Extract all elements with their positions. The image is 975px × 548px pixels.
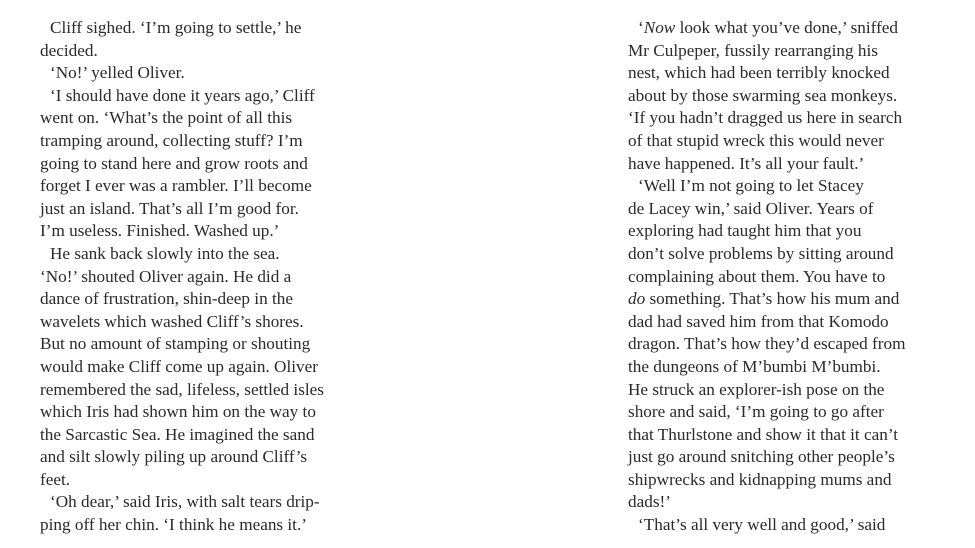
text-line [628, 130, 938, 153]
text-run: remembered the sad, lifeless, settled isles [40, 379, 324, 399]
text-run: forget I ever was a rambler. I’ll become [40, 176, 312, 196]
text-line [40, 130, 370, 153]
text-line [40, 446, 370, 469]
text-run: Cliff sighed. ‘I’m going to settle,’ he [50, 18, 302, 37]
text-run: that Thurlstone and show it that it can’t [628, 424, 899, 444]
text-run: feet. [40, 469, 71, 489]
text-line [628, 266, 938, 289]
text-run: of that stupid wreck this would never [628, 130, 884, 150]
text-run: look what you’ve done,’ sniffed [675, 18, 899, 37]
left-page-text [40, 17, 370, 537]
text-run: have happened. It’s all your fault.’ [628, 153, 865, 173]
text-line [628, 175, 938, 198]
text-line [40, 107, 370, 130]
text-line [628, 40, 938, 63]
text-line [628, 85, 938, 108]
text-line [40, 85, 370, 108]
text-line [40, 424, 370, 447]
text-run: dragon. That’s how they’d escaped from [628, 334, 906, 354]
text-run: ‘Oh dear,’ said Iris, with salt tears drip- [50, 492, 320, 512]
text-line [628, 469, 938, 492]
text-line [628, 311, 938, 334]
text-line [628, 514, 938, 537]
text-run: exploring had taught him that you [628, 221, 862, 241]
right-page-text [628, 17, 938, 537]
text-run: Mr Culpeper, fussily rearranging his [628, 40, 878, 60]
text-line [40, 401, 370, 424]
text-line [628, 333, 938, 356]
text-run: dad had saved him from that Komodo [628, 311, 889, 331]
text-run: and silt slowly piling up around Cliff’s [40, 447, 308, 467]
text-run: would make Cliff come up again. Oliver [40, 356, 318, 376]
text-line [40, 17, 370, 40]
text-run: just go around snitching other people’s [628, 447, 895, 467]
text-run: the Sarcastic Sea. He imagined the sand [40, 424, 315, 444]
text-run: the dungeons of M’bumbi M’bumbi. [628, 356, 881, 376]
text-line [40, 333, 370, 356]
text-run: de Lacey win,’ said Oliver. Years of [628, 198, 874, 218]
text-run: about by those swarming sea monkeys. [628, 85, 898, 105]
text-run: He struck an explorer-ish pose on the [628, 379, 885, 399]
text-run: ‘I should have done it years ago,’ Cliff [50, 85, 315, 105]
text-run: complaining about them. You have to [628, 266, 886, 286]
text-run: But no amount of stamping or shouting [40, 334, 311, 354]
text-run: ‘ [638, 18, 644, 37]
text-line [628, 424, 938, 447]
text-run: went on. ‘What’s the point of all this [40, 108, 293, 128]
text-line [628, 153, 938, 176]
text-run: tramping around, collecting stuff? I’m [40, 130, 303, 150]
text-run: ‘If you hadn’t dragged us here in search [628, 108, 903, 128]
text-run: decided. [40, 40, 98, 60]
text-line [40, 379, 370, 402]
text-line [628, 107, 938, 130]
text-run: going to stand here and grow roots and [40, 153, 308, 173]
text-line [628, 379, 938, 402]
text-line [628, 243, 938, 266]
text-line [40, 40, 370, 63]
text-line [628, 62, 938, 85]
text-line [628, 288, 938, 311]
text-line [628, 446, 938, 469]
text-line [628, 17, 938, 40]
text-line [40, 311, 370, 334]
text-line [40, 220, 370, 243]
text-line [628, 198, 938, 221]
text-line [40, 356, 370, 379]
text-run: ‘No!’ shouted Oliver again. He did a [40, 266, 292, 286]
text-line [40, 266, 370, 289]
text-run: something. That’s how his mum and [645, 289, 900, 309]
text-line [40, 243, 370, 266]
text-run: shore and said, ‘I’m going to go after [628, 402, 884, 422]
text-run: just an island. That’s all I’m good for. [40, 198, 299, 218]
text-run: I’m useless. Finished. Washed up.’ [40, 221, 280, 241]
text-line [40, 62, 370, 85]
text-run: which Iris had shown him on the way to [40, 402, 316, 422]
text-run: ‘That’s all very well and good,’ said [638, 515, 886, 535]
text-run: don’t solve problems by sitting around [628, 243, 894, 263]
text-run: nest, which had been terribly knocked [628, 63, 890, 83]
text-run: shipwrecks and kidnapping mums and [628, 469, 892, 489]
text-line [40, 175, 370, 198]
text-run: wavelets which washed Cliff’s shores. [40, 311, 304, 331]
text-line [40, 153, 370, 176]
text-line [628, 220, 938, 243]
text-run: dads!’ [628, 492, 671, 512]
italic-text: do [628, 289, 646, 309]
italic-text: Now [643, 18, 676, 37]
text-run: dance of frustration, shin-deep in the [40, 289, 293, 309]
text-line [628, 356, 938, 379]
text-run: ‘Well I’m not going to let Stacey [638, 176, 864, 196]
text-line [40, 491, 370, 514]
text-line [628, 491, 938, 514]
text-line [40, 198, 370, 221]
text-line [40, 288, 370, 311]
text-line [628, 401, 938, 424]
text-run: He sank back slowly into the sea. [50, 243, 280, 263]
text-run: ping off her chin. ‘I think he means it.’ [40, 515, 307, 535]
text-run: ‘No!’ yelled Oliver. [50, 63, 185, 83]
text-line [40, 469, 370, 492]
text-line [40, 514, 370, 537]
